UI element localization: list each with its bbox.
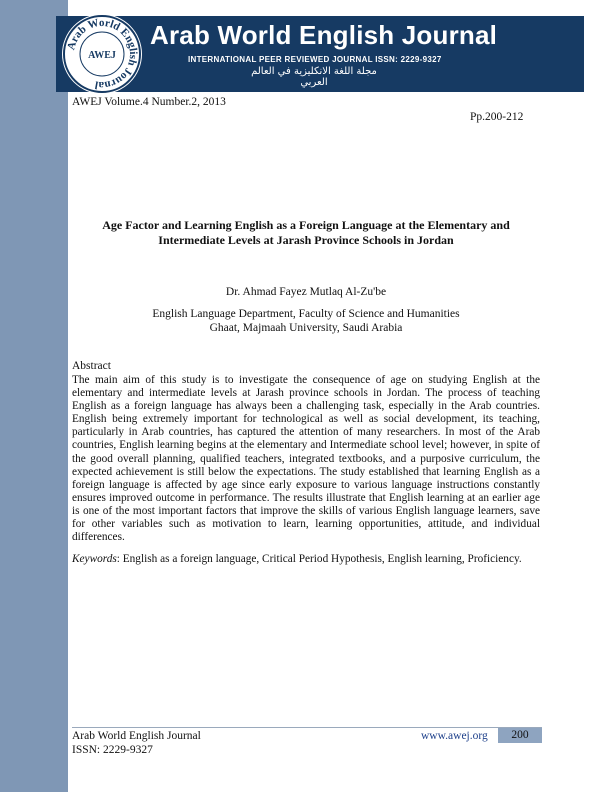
keywords-text: : English as a foreign language, Critical Period Hypothesis, English learning, Proficiency. bbox=[116, 553, 522, 565]
article-title-line2: Intermediate Levels at Jarash Province Schools in Jordan bbox=[158, 233, 454, 247]
affiliation-line1: English Language Department, Faculty of Science and Humanities bbox=[152, 308, 460, 320]
logo-center-text: AWEJ bbox=[88, 50, 116, 61]
footer-journal: Arab World English Journal bbox=[72, 730, 201, 742]
logo-seal-icon bbox=[62, 14, 142, 94]
footer-website-link[interactable]: www.awej.org bbox=[421, 730, 488, 742]
side-strip bbox=[0, 0, 68, 792]
affiliation bbox=[72, 307, 540, 335]
abstract-text: The main aim of this study is to investigate the consequence of age on studying English at the elementary and intermediate levels at Jarash province schools in Jordan. The process of teaching English as a foreign language has always been a challenging task, especially in the Arab countries. English being extremely important for technological as well as social development, its teaching, particularly in Arab countries, has captured the attention of many researchers. In most of the Arab countries, English learning begins at the elementary and Intermediate school level; however, in spite of the good overall planning, qualified teachers, integrated textbooks, and a purposive curriculum, the expected achievement is still below the expectations. The study established that learning English as a foreign language is affected by age since early exposure to various language instructions constantly ensures improved outcome in performance. The results illustrate that English learning at an earlier age is one of the most important factors that improve the skills of various English language learners, save for other variables such as motivation to learn, learning opportunities, attitude, and individual differences. bbox=[72, 374, 540, 544]
affiliation-line2: Ghaat, Majmaah University, Saudi Arabia bbox=[209, 322, 403, 334]
page-range: Pp.200-212 bbox=[470, 111, 524, 123]
abstract-heading: Abstract bbox=[72, 360, 111, 372]
journal-arabic-title: مجلة اللغة الانكليزية في العالم العربي bbox=[251, 66, 377, 88]
author-name: Dr. Ahmad Fayez Mutlaq Al-Zu'be bbox=[225, 286, 387, 298]
footer-divider bbox=[72, 727, 542, 728]
journal-title: Arab World English Journal bbox=[150, 20, 498, 50]
footer-issn: ISSN: 2229-9327 bbox=[72, 744, 153, 756]
article-title bbox=[72, 218, 540, 248]
volume-info: AWEJ Volume.4 Number.2, 2013 bbox=[72, 96, 226, 108]
journal-logo bbox=[62, 14, 142, 94]
journal-subtitle: INTERNATIONAL PEER REVIEWED JOURNAL ISSN: 2229-9327 bbox=[188, 55, 442, 64]
keywords bbox=[72, 553, 540, 566]
keywords-label: Keywords bbox=[72, 553, 117, 565]
page-number: 200 bbox=[498, 728, 542, 743]
logo-ring-text: Arab World English Journal bbox=[65, 16, 140, 92]
article-title-line1: Age Factor and Learning English as a Foreign Language at the Elementary and bbox=[102, 218, 510, 232]
